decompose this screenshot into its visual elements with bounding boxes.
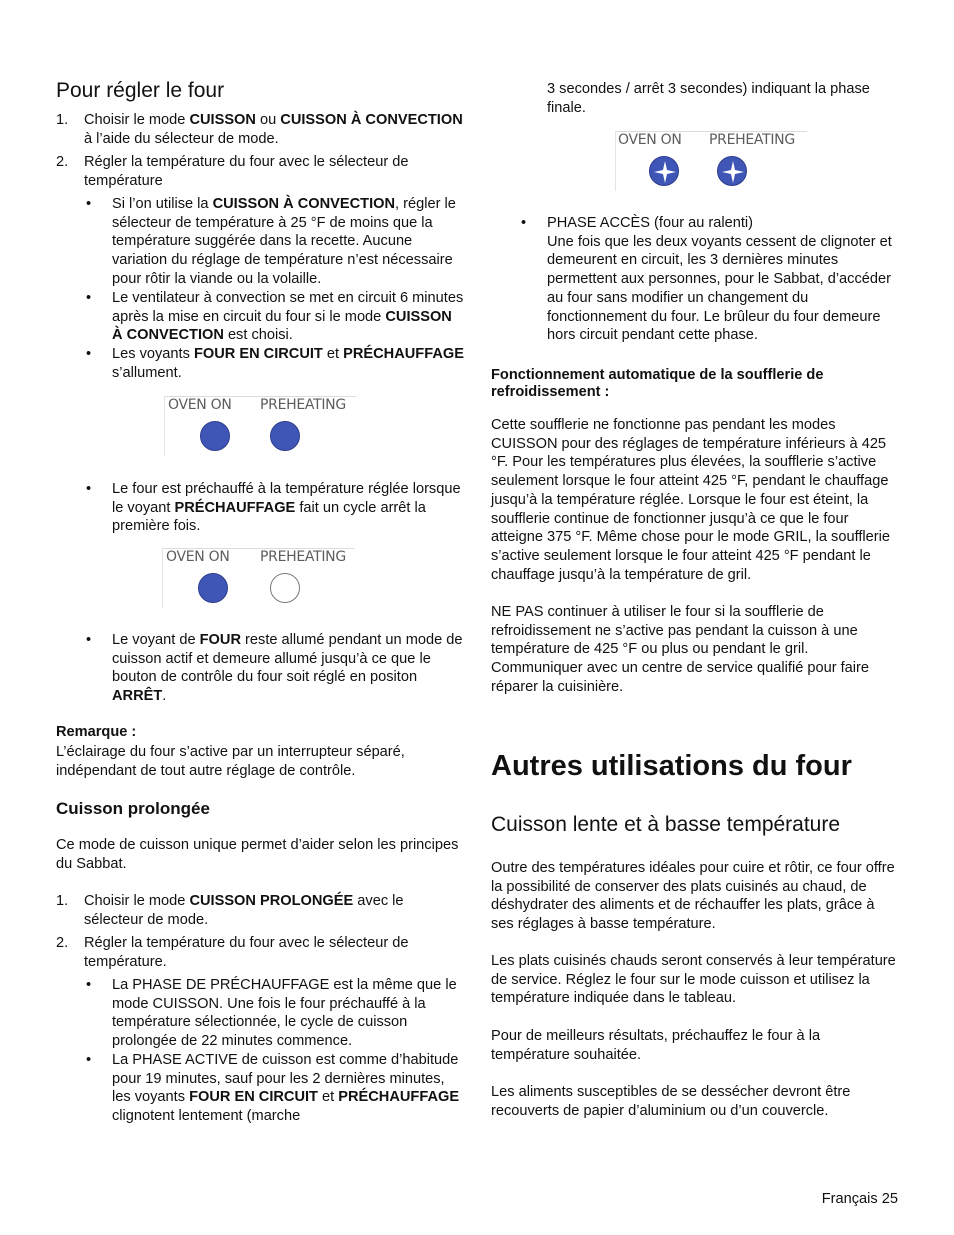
fan-paragraph-1: Cette soufflerie ne fonctionne pas pendant les modes CUISSON pour des réglages de température inférieurs à 425 °F. Pour les températures plus élevées, la soufflerie s’active seulement lorsque le four atteint 425 °F, pendant le chauffage jusqu’à la température réglée. Lorsque le four est éteint, la soufflerie continue de fonctionner jusqu’à ce que le four atteigne 375 °F. Même chose pour le mode GRIL, la soufflerie s’active seulement lorsque le four atteint 425 °F pendant le chauffage jusqu’à la température de gril.	[491, 417, 891, 583]
bullet-mark: •	[86, 1052, 92, 1068]
indicator-panel-preheat-off	[162, 548, 354, 610]
note-text: L’éclairage du four s’active par un interrupteur séparé, indépendant de tout autre réglage de contrôle.	[56, 744, 405, 779]
bullet-indicators-on: • Les voyants FOUR EN CIRCUIT et PRÉCHAUFFAGE s’allument.	[86, 346, 464, 381]
fan-paragraph-2: NE PAS continuer à utiliser le four si la soufflerie de refroidissement ne s’active pas pendant la cuisson à une température de 425 °F ou plus ou pendant le gril. Communiquer avec un centre de service qualifié pour faire réparer la cuisinière.	[491, 604, 870, 695]
preheating-label: PREHEATING	[709, 132, 795, 148]
oven-on-flashing-icon	[649, 156, 679, 186]
bullet-mark: •	[86, 346, 92, 362]
bullet-mark: •	[86, 481, 92, 497]
step-text: Régler la température du four avec le sélecteur de température.	[84, 935, 409, 970]
bullet-mark: •	[86, 977, 92, 993]
step-number: 2.	[56, 154, 69, 170]
fan-heading: Fonctionnement automatique de la soufflerie de refroidissement :	[491, 367, 824, 400]
page-footer: Français 25	[821, 1191, 898, 1207]
bullet-text: La PHASE DE PRÉCHAUFFAGE est la même que le mode CUISSON. Une fois le four préchauffé à la température sélectionnée, le cycle de cuisson prolongée de 22 minutes commence.	[112, 977, 457, 1050]
indicator-panel-both-on	[164, 396, 356, 458]
section-heading-slow-cook: Cuisson lente et à basse température	[491, 813, 841, 836]
slow-paragraph-4: Les aliments susceptibles de se dessécher devront être recouverts de papier d’aluminium ou d’un couvercle.	[491, 1084, 851, 1119]
bullet-preheat-phase	[56, 976, 464, 1051]
slow-paragraph-3: Pour de meilleurs résultats, préchauffez le four à la température souhaitée.	[491, 1028, 821, 1063]
bullet-active-phase: • La PHASE ACTIVE de cuisson est comme d’habitude pour 19 minutes, sauf pour les 2 dernières minutes, les voyants FOUR EN CIRCUIT et PRÉCHAUFFAGE clignotent lentement (marche	[86, 1052, 460, 1125]
section-heading-sabbath: Cuisson prolongée	[56, 799, 210, 818]
bullet-access-phase	[491, 214, 901, 345]
indicator-panel-flashing	[615, 131, 807, 193]
bullet-convection-fan: • Le ventilateur à convection se met en circuit 6 minutes après la mise en circuit du four si le mode CUISSON À CONVECTION est choisi.	[86, 290, 464, 344]
slow-paragraph-1: Outre des températures idéales pour cuire et rôtir, ce four offre la possibilité de conserver des plats cuisinés au chaud, de déshydrater des aliments et de réchauffer les plats, grâce à ses réglages à basse température.	[491, 860, 895, 933]
bullet-convection-temp: • Si l’on utilise la CUISSON À CONVECTION, régler le sélecteur de température à 25 °F de moins que la température suggérée dans la recette. Aucune variation du réglage de température n’est nécessaire pour rôtir la viande ou la volaille.	[86, 196, 456, 287]
slow-paragraph-2: Les plats cuisinés chauds seront conservés à leur température de service. Réglez le four sur le mode cuisson et utilisez la température indiquée dans le tableau.	[491, 953, 896, 1007]
step-number: 2.	[56, 935, 69, 951]
bullet-oven-light: • Le voyant de FOUR reste allumé pendant un mode de cuisson actif et demeure allumé jusqu’à ce que le bouton de contrôle du four soit réglé en positon ARRÊT.	[86, 632, 463, 705]
bullet-mark: •	[86, 632, 92, 648]
step-number: 1.	[56, 893, 69, 909]
step-1: 1. Choisir le mode CUISSON ou CUISSON À CONVECTION à l’aide du sélecteur de mode.	[56, 112, 463, 147]
preheating-flashing-icon	[717, 156, 747, 186]
oven-on-light-icon	[198, 573, 228, 603]
preheating-light-off-icon	[270, 573, 300, 603]
note-heading: Remarque :	[56, 724, 137, 740]
bullet-title: PHASE ACCÈS (four au ralenti)	[547, 215, 754, 231]
oven-on-label: OVEN ON	[168, 397, 232, 413]
sabbath-step-2	[56, 934, 464, 971]
step-number: 1.	[56, 112, 69, 128]
section-heading-set-oven: Pour régler le four	[56, 79, 225, 102]
step-text: Régler la température du four avec le sélecteur de température	[84, 154, 409, 189]
sabbath-step-1: 1. Choisir le mode CUISSON PROLONGÉE avec le sélecteur de mode.	[56, 893, 404, 928]
oven-on-label: OVEN ON	[166, 549, 230, 565]
step-2	[56, 153, 464, 190]
bullet-mark: •	[86, 196, 92, 212]
bullet-mark: •	[521, 215, 527, 231]
preheating-light-icon	[270, 421, 300, 451]
oven-on-light-icon	[200, 421, 230, 451]
bullet-text: Une fois que les deux voyants cessent de clignoter et demeurent en circuit, les 3 dernières minutes permettent aux personnes, pour le Sabbat, d’accéder au four sans modifier un changement du fonctionnement du four. Le brûleur du four demeure hors circuit pendant cette phase.	[547, 233, 892, 344]
bullet-preheated: • Le four est préchauffé à la température réglée lorsque le voyant PRÉCHAUFFAGE fait un cycle arrêt la première fois.	[86, 481, 461, 535]
preheating-label: PREHEATING	[260, 549, 346, 565]
page-section-title: Autres utilisations du four	[491, 750, 852, 782]
preheating-label: PREHEATING	[260, 397, 346, 413]
continued-text: 3 secondes / arrêt 3 secondes) indiquant la phase finale.	[547, 81, 870, 116]
sabbath-intro: Ce mode de cuisson unique permet d’aider selon les principes du Sabbat.	[56, 837, 459, 872]
bullet-mark: •	[86, 290, 92, 306]
oven-on-label: OVEN ON	[618, 132, 682, 148]
